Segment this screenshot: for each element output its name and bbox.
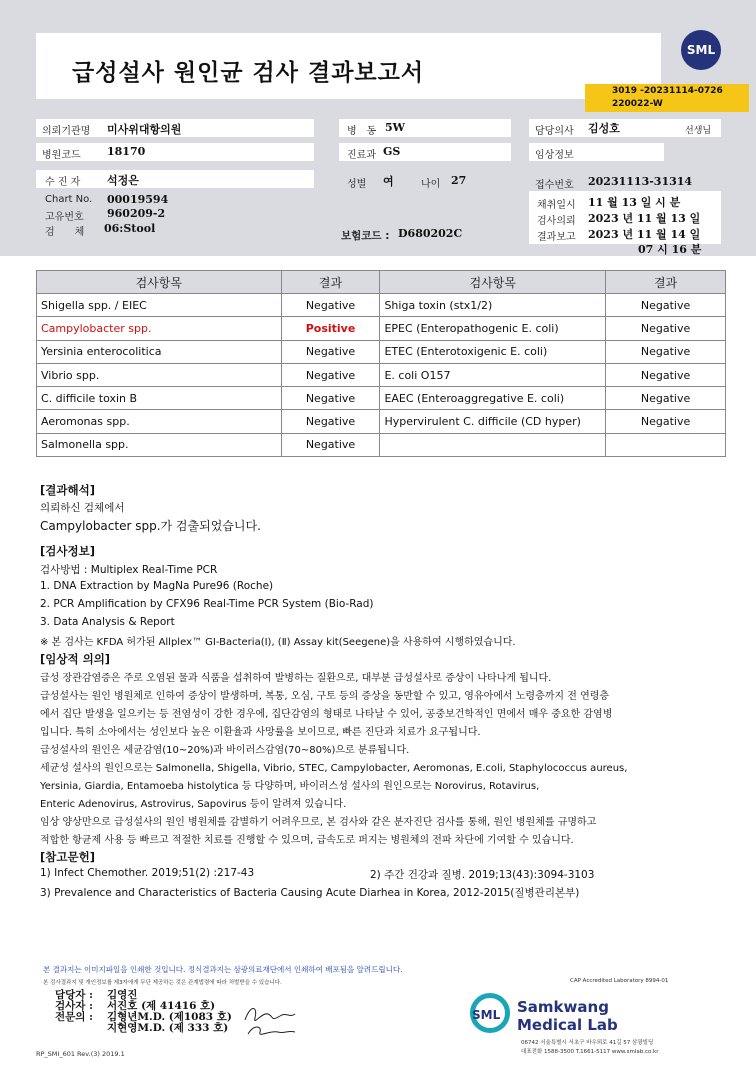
result-cell: Negative [281, 410, 380, 433]
header-item-2: 검사항목 [380, 271, 606, 294]
report-value: 2023 년 11 월 14 일 [588, 228, 701, 241]
clinical-line: 세균성 설사의 원인으로는 Salmonella, Shigella, Vibrio, STEC, Campylobacter, Aeromonas, E.coli, Staphylococcus aureus, [40, 763, 628, 774]
specimen-label: 검 체 [45, 227, 85, 238]
lab-logo-text: SML [472, 1008, 501, 1022]
interpretation-heading: [결과해석] [40, 483, 95, 497]
signer-label: 담당자 : [55, 989, 93, 1001]
unique-value: 960209-2 [107, 207, 166, 220]
form-code: RP_SMI_601 Rev.(3) 2019.1 [36, 1050, 125, 1058]
insurance-value: D680202C [398, 227, 463, 240]
clinical-line: 급성설사의 원인은 세균감염(10~20%)과 바이러스감염(70~80%)으로 분류됩니다. [40, 745, 410, 756]
accession-label: 접수번호 [535, 180, 574, 191]
table-row [37, 317, 726, 340]
results-table [36, 270, 726, 457]
result-cell: Negative [281, 340, 380, 363]
item-cell: Salmonella spp. [37, 433, 282, 456]
test-step-2: 2. PCR Amplification by CFX96 Real-Time PCR System (Bio-Rad) [40, 598, 374, 610]
item-cell-positive: Campylobacter spp. [37, 317, 282, 340]
reference-1: 1) Infect Chemother. 2019;51(2) :217-43 [40, 867, 255, 879]
result-cell-positive: Positive [281, 317, 380, 340]
item-cell: Shiga toxin (stx1/2) [380, 294, 606, 317]
barcode-line-2: 220022-W [612, 99, 663, 109]
lab-name-line-2: Medical Lab [517, 1016, 618, 1034]
interpretation-line-2: Campylobacter spp.가 검출되었습니다. [40, 519, 261, 533]
insurance-label: 보험코드 : [341, 230, 390, 242]
item-cell: Aeromonas spp. [37, 410, 282, 433]
clinical-label: 임상정보 [535, 150, 574, 161]
item-cell: C. difficile toxin B [37, 387, 282, 410]
interpretation-line-1: 의뢰하신 검체에서 [40, 502, 125, 514]
item-cell: ETEC (Enterotoxigenic E. coli) [380, 340, 606, 363]
sex-value: 여 [383, 175, 394, 188]
ward-label: 병 동 [347, 126, 377, 137]
result-cell: Negative [606, 317, 726, 340]
cap-accreditation: CAP Accredited Laboratory 8994-01 [570, 978, 669, 984]
signer-value: 김형년M.D. (제1083 호) [107, 1011, 232, 1023]
clinical-line: 급성설사는 원인 병원체로 인하여 증상이 발생하며, 복통, 오심, 구토 등의 증상을 동반할 수 있고, 영유아에서 노령층까지 전 연령층 [40, 691, 610, 702]
clinical-line: 에서 집단 발생을 일으키는 등 전염성이 강한 경우에, 집단감염의 형태로 나타날 수 있어, 공중보건학적인 면에서 매우 중요한 감염병 [40, 709, 613, 720]
dept-label: 진료과 [347, 150, 376, 161]
test-step-1: 1. DNA Extraction by MagNa Pure96 (Roche) [40, 580, 274, 592]
doctor-label: 담당의사 [535, 126, 574, 137]
request-value: 2023 년 11 월 13 일 [588, 212, 701, 225]
ward-value: 5W [385, 121, 406, 134]
table-row [37, 363, 726, 386]
item-cell: Hypervirulent C. difficile (CD hyper) [380, 410, 606, 433]
sex-label: 성별 [347, 179, 367, 190]
result-cell [606, 433, 726, 456]
result-cell: Negative [606, 294, 726, 317]
test-step-3: 3. Data Analysis & Report [40, 616, 175, 628]
report-time: 07 시 16 분 [638, 243, 702, 256]
chart-value: 00019594 [107, 193, 169, 206]
doctor-value: 김성호 [588, 122, 620, 135]
barcode-line-1: 3019 -20231114-0726 [612, 86, 723, 96]
patient-label: 수 진 자 [45, 177, 81, 188]
chart-label: Chart No. [45, 194, 93, 205]
table-row [37, 410, 726, 433]
clinical-line: Enteric Adenovirus, Astrovirus, Sapovirus 등이 알려져 있습니다. [40, 799, 347, 810]
signer-label: 전문의 : [55, 1011, 93, 1023]
clinical-line: 임상 양상만으로 급성설사의 원인 병원체를 감별하기 어려우므로, 본 검사와 같은 분자진단 검사를 통해, 원인 병원체를 규명하고 [40, 817, 597, 828]
item-cell: E. coli O157 [380, 363, 606, 386]
age-label: 나이 [421, 179, 441, 190]
result-cell: Negative [606, 410, 726, 433]
test-note: ※ 본 검사는 KFDA 허가된 Allplex™ GI-Bacteria(Ⅰ), (Ⅱ) Assay kit(Seegene)을 사용하여 시행하였습니다. [40, 637, 516, 648]
lab-address: 06742 서울특별시 서초구 바우뫼로 41길 57 삼광빌딩 [521, 1040, 654, 1046]
item-cell: Vibrio spp. [37, 363, 282, 386]
sml-logo-icon: SML [681, 30, 721, 70]
table-row [37, 433, 726, 456]
signer-value: 서진호 (제 41416 호) [107, 1000, 216, 1012]
signer-row [55, 1023, 232, 1034]
table-row [37, 294, 726, 317]
dept-value: GS [383, 145, 401, 158]
footer-note: 본 결과지는 이미지파일을 인쇄한 것입니다. 정식결과지는 삼광의료재단에서 인쇄하여 배포됨을 알려드립니다. [43, 965, 403, 974]
signer-value: 지현영M.D. (제 333 호) [107, 1022, 229, 1034]
clinical-line: Yersinia, Giardia, Entamoeba histolytica 등 다양하며, 바이러스성 설사의 원인으로는 Norovirus, Rotavirus, [40, 781, 540, 792]
lab-contact: 대표전화 1588-3500 T.1661-5117 www.smlab.co.kr [521, 1049, 659, 1055]
result-cell: Negative [606, 387, 726, 410]
collect-label: 채취일시 [537, 200, 576, 211]
report-label: 결과보고 [537, 232, 576, 243]
doctor-suffix: 선생님 [685, 126, 712, 136]
result-cell: Negative [281, 294, 380, 317]
table-row [37, 340, 726, 363]
clinical-line: 급성 장관감염증은 주로 오염된 물과 식품을 섭취하여 발병하는 질환으로, 대부분 급성설사로 증상이 나타나게 됩니다. [40, 673, 552, 684]
result-cell: Negative [281, 363, 380, 386]
patient-value: 석정은 [107, 174, 139, 187]
references-heading: [참고문헌] [40, 850, 95, 864]
result-cell: Negative [281, 387, 380, 410]
specimen-value: 06:Stool [104, 222, 156, 235]
header-result-1: 결과 [281, 271, 380, 294]
signature-icon [240, 1000, 300, 1040]
item-cell [380, 433, 606, 456]
test-method: 검사방법 : Multiplex Real-Time PCR [40, 564, 218, 576]
reference-2: 2) 주간 건강과 질병. 2019;13(43):3094-3103 [370, 869, 595, 881]
footer-small-note: 본 검사결과지 및 개인정보를 제3자에게 무단 제공하는 것은 관계법령에 따라 처벌받을 수 있습니다. [43, 980, 282, 986]
age-value: 27 [451, 174, 467, 187]
test-info-heading: [검사정보] [40, 544, 95, 558]
reference-3: 3) Prevalence and Characteristics of Bacteria Causing Acute Diarhea in Korea, 2012-2015(질병관리본부) [40, 887, 580, 899]
institution-label: 의뢰기관명 [42, 126, 91, 137]
signer-label: 검사자 : [55, 1000, 93, 1012]
result-cell: Negative [606, 340, 726, 363]
clinical-line: 적합한 항균제 사용 등 빠르고 적절한 치료를 진행할 수 있으며, 급속도로 퍼지는 병원체의 전파 차단에 기여할 수 있습니다. [40, 835, 574, 846]
signer-value: 김영진 [107, 989, 138, 1001]
accession-value: 20231113-31314 [588, 175, 693, 188]
header-item-1: 검사항목 [37, 271, 282, 294]
request-label: 검사의뢰 [537, 216, 576, 227]
item-cell: EPEC (Enteropathogenic E. coli) [380, 317, 606, 340]
collect-value: 11 월 13 일 시 분 [588, 196, 681, 209]
result-cell: Negative [281, 433, 380, 456]
hospital-code-value: 18170 [107, 145, 146, 158]
item-cell: Shigella spp. / EIEC [37, 294, 282, 317]
institution-value: 미사위대항의원 [107, 123, 182, 136]
signers-block [55, 990, 232, 1034]
item-cell: EAEC (Enteroaggregative E. coli) [380, 387, 606, 410]
report-title: 급성설사 원인균 검사 결과보고서 [72, 60, 425, 86]
lab-name-line-1: Samkwang [517, 998, 609, 1016]
unique-label: 고유번호 [45, 212, 84, 223]
result-cell: Negative [606, 363, 726, 386]
clinical-heading: [임상적 의의] [40, 652, 111, 666]
item-cell: Yersinia enterocolitica [37, 340, 282, 363]
clinical-line: 입니다. 특히 소아에서는 성인보다 높은 이환율과 사망률을 보이므로, 빠른 진단과 치료가 요구됩니다. [40, 727, 481, 738]
header-result-2: 결과 [606, 271, 726, 294]
table-row [37, 387, 726, 410]
hospital-code-label: 병원코드 [42, 150, 81, 161]
table-header-row [37, 271, 726, 294]
